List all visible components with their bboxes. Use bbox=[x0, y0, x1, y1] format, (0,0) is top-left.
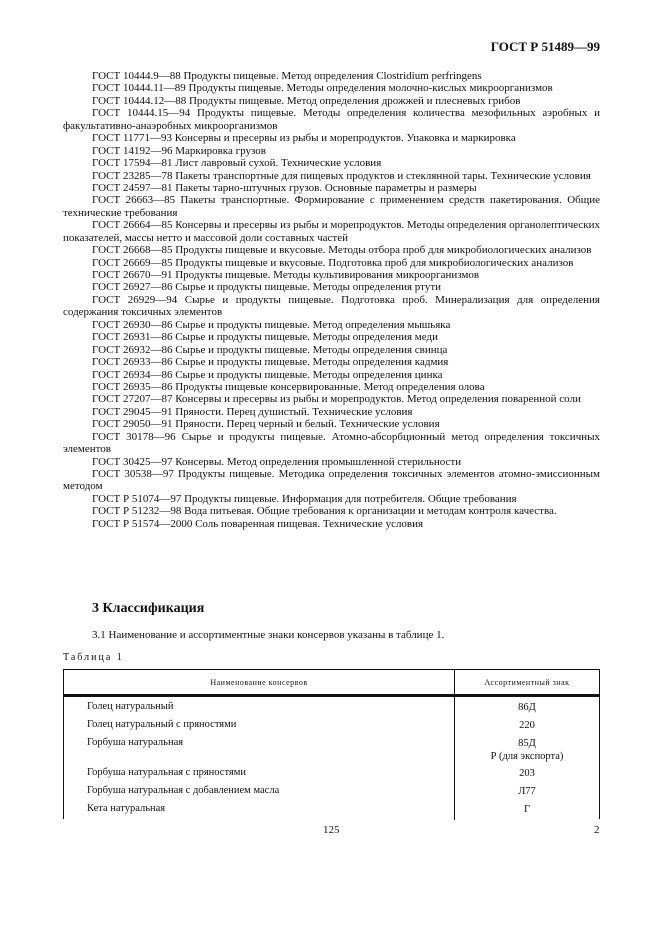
cell-product-name: Кета натуральная bbox=[64, 799, 455, 817]
reference-item: ГОСТ 26931—86 Сырье и продукты пищевые. Методы определения меди bbox=[92, 331, 438, 344]
column-divider bbox=[64, 817, 455, 820]
cell-product-name: Горбуша натуральная bbox=[64, 733, 455, 763]
reference-item: ГОСТ 26669—85 Продукты пищевые и вкусовые. Подготовка проб для микробиологических анализов bbox=[92, 256, 574, 269]
reference-item: ГОСТ 30425—97 Консервы. Метод определения промышленной стерильности bbox=[92, 455, 462, 468]
reference-item: ГОСТ 10444.12—88 Продукты пищевые. Метод определения дрожжей и плесневых грибов bbox=[92, 94, 521, 107]
reference-item: ГОСТ 26933—86 Сырье и продукты пищевые. Методы определения кадмия bbox=[92, 356, 449, 369]
reference-item: ГОСТ 29045—91 Пряности. Перец душистый. Технические условия bbox=[92, 405, 413, 418]
reference-item: ГОСТ 17594—81 Лист лавровый сухой. Технические условия bbox=[92, 157, 382, 170]
table-row bbox=[64, 697, 599, 715]
reference-item: ГОСТ 26670—91 Продукты пищевые. Методы культивирования микроорганизмов bbox=[92, 269, 480, 281]
reference-item: ГОСТ 10444.9—88 Продукты пищевые. Метод определения Clostridium perfringens bbox=[92, 70, 482, 82]
cell-assortment-sign: 220 bbox=[519, 720, 535, 731]
table-row bbox=[64, 715, 599, 733]
section-heading: 3 Классификация bbox=[92, 601, 205, 616]
reference-item: ГОСТ 10444.15—94 Продукты пищевые. Методы определения количества мезофильных аэробных и факультативно-анаэробных микроорганизмов bbox=[63, 107, 600, 132]
reference-item: ГОСТ 26935—86 Продукты пищевые консервированные. Метод определения олова bbox=[92, 380, 485, 393]
reference-item: ГОСТ 10444.11—89 Продукты пищевые. Методы определения молочно-кислых микроорганизмов bbox=[92, 82, 553, 95]
reference-item: ГОСТ 26663—85 Пакеты транспортные. Формирование с применением средств пакетирования. Общие технические требования bbox=[63, 194, 600, 219]
reference-item: ГОСТ 26664—85 Консервы и пресервы из рыбы и морепродуктов. Методы определения органолептических показателей, массы нетто и массовой доли составных частей bbox=[63, 219, 600, 244]
table-body-filler bbox=[64, 817, 599, 820]
reference-item: ГОСТ 26927—86 Сырье и продукты пищевые. Методы определения ртути bbox=[92, 281, 442, 294]
cell-product-name: Голец натуральный bbox=[64, 697, 455, 715]
document-header: ГОСТ Р 51489—99 bbox=[490, 39, 600, 54]
sheet-number: 2 bbox=[594, 824, 600, 836]
reference-item: ГОСТ 30538—97 Продукты пищевые. Методика определения токсичных элементов атомно-эмиссионным методом bbox=[63, 468, 600, 493]
reference-item: ГОСТ 11771—93 Консервы и пресервы из рыбы и морепродуктов. Упаковка и маркировка bbox=[92, 132, 516, 145]
reference-item: ГОСТ 27207—87 Консервы и пресервы из рыбы и морепродуктов. Метод определения поваренной соли bbox=[92, 393, 581, 406]
table-row bbox=[64, 781, 599, 799]
reference-item: ГОСТ 14192—96 Маркировка грузов bbox=[92, 144, 266, 157]
table-row bbox=[64, 733, 599, 763]
cell-assortment-sign: 203 bbox=[519, 768, 535, 779]
cell-assortment-sign: 85Д Р (для экспорта) bbox=[490, 738, 564, 762]
column-header-name: Наименование консервов bbox=[64, 670, 455, 694]
table-1 bbox=[63, 669, 600, 819]
table-caption: Таблица 1 bbox=[63, 652, 124, 663]
table-row bbox=[64, 799, 599, 817]
reference-item: ГОСТ 30178—96 Сырье и продукты пищевые. Атомно-абсорбционный метод определения токсичных элементов bbox=[63, 430, 600, 456]
column-header-sign: Ассортиментный знак bbox=[484, 677, 570, 687]
cell-assortment-sign: 86Д bbox=[518, 702, 536, 713]
reference-item: ГОСТ 26668—85 Продукты пищевые и вкусовые. Методы отбора проб для микробиологических анализов bbox=[92, 244, 592, 257]
reference-item: ГОСТ 29050—91 Пряности. Перец черный и белый. Технические условия bbox=[92, 418, 440, 431]
reference-item: ГОСТ 24597—81 Пакеты тарно-штучных грузов. Основные параметры и размеры bbox=[92, 181, 477, 194]
normative-references-list bbox=[63, 70, 600, 530]
reference-item: ГОСТ 26929—94 Сырье и продукты пищевые. Подготовка проб. Минерализация для определения содержания токсичных элементов bbox=[63, 293, 600, 319]
reference-item: ГОСТ 23285—78 Пакеты транспортные для пищевых продуктов и стеклянной тары. Технические условия bbox=[92, 169, 591, 182]
reference-item: ГОСТ Р 51232—98 Вода питьевая. Общие требования к организации и методам контроля качества. bbox=[92, 505, 557, 518]
table-row bbox=[64, 763, 599, 781]
cell-assortment-sign: Г bbox=[523, 804, 531, 815]
paragraph-3-1: 3.1 Наименование и ассортиментные знаки консервов указаны в таблице 1. bbox=[92, 629, 445, 641]
reference-item: ГОСТ 26934—86 Сырье и продукты пищевые. Методы определения цинка bbox=[92, 368, 443, 381]
page-number: 125 bbox=[323, 824, 340, 836]
cell-product-name: Голец натуральный с пряностями bbox=[64, 715, 455, 733]
cell-assortment-sign: Л77 bbox=[518, 786, 536, 797]
cell-product-name: Горбуша натуральная с добавлением масла bbox=[64, 781, 455, 799]
table-body bbox=[64, 697, 599, 820]
reference-item: ГОСТ 26932—86 Сырье и продукты пищевые. Методы определения свинца bbox=[92, 343, 448, 356]
reference-item: ГОСТ Р 51574—2000 Соль поваренная пищевая. Технические условия bbox=[92, 517, 424, 530]
table-header bbox=[64, 670, 599, 697]
reference-item: ГОСТ Р 51074—97 Продукты пищевые. Информация для потребителя. Общие требования bbox=[92, 492, 517, 505]
reference-item: ГОСТ 26930—86 Сырье и продукты пищевые. Метод определения мышьяка bbox=[92, 318, 451, 331]
cell-product-name: Горбуша натуральная с пряностями bbox=[64, 763, 455, 781]
